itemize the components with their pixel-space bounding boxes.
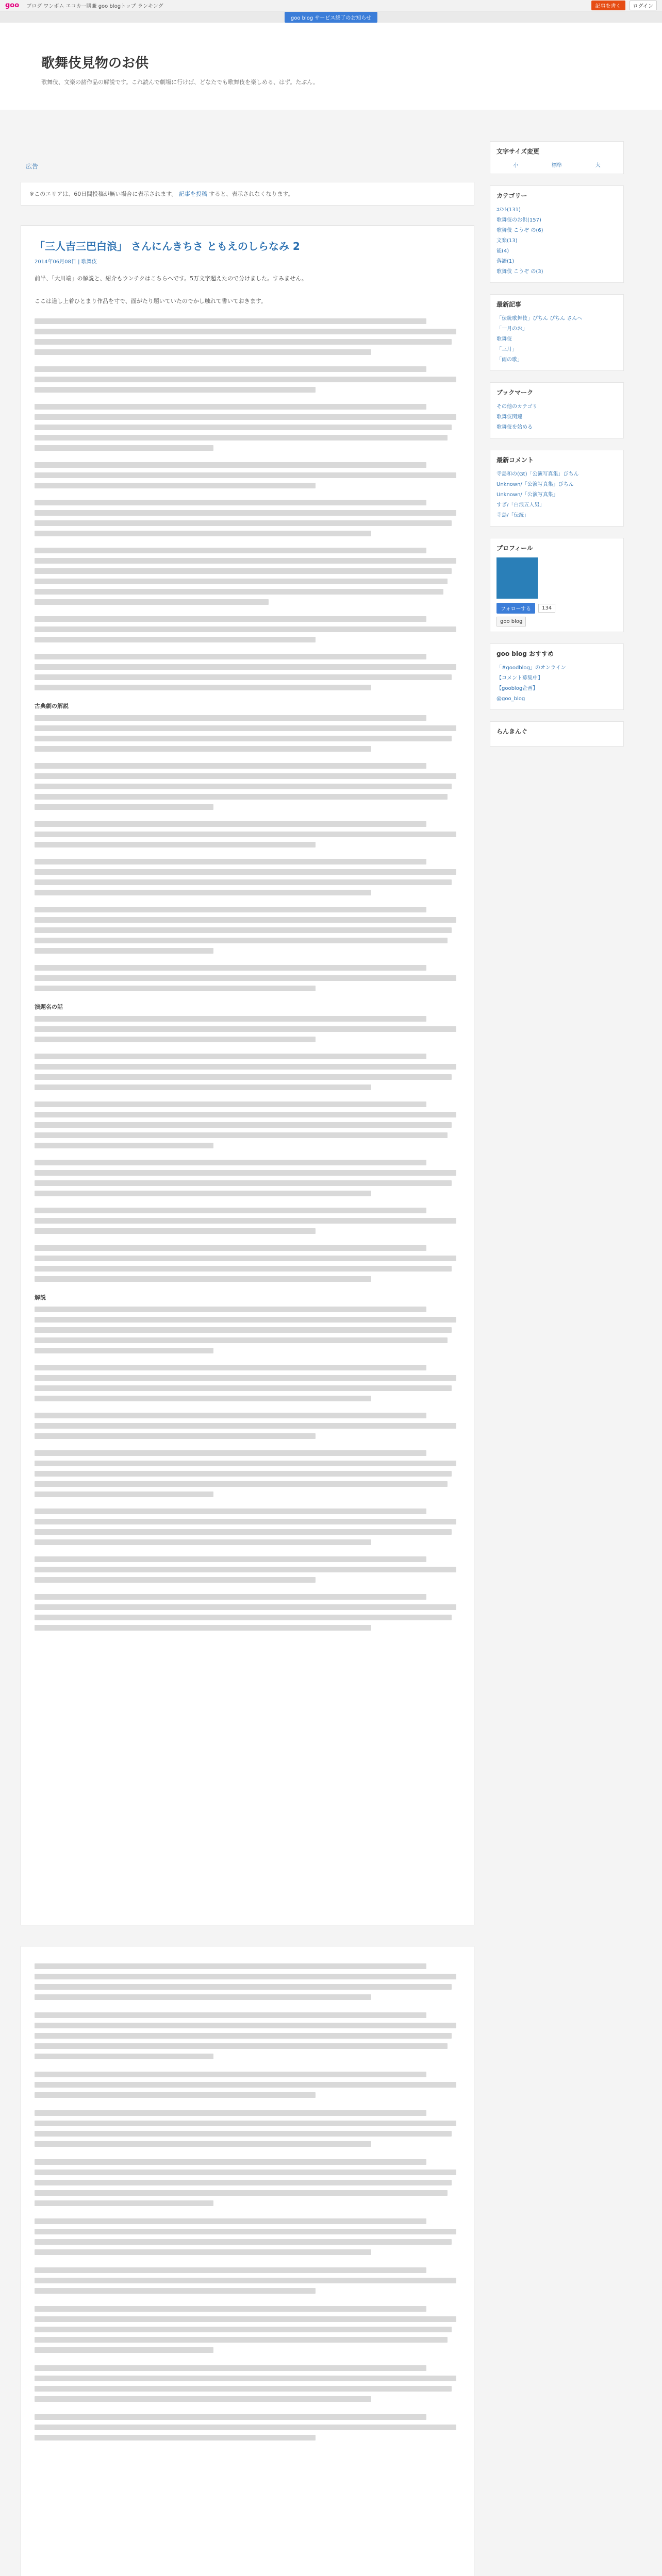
text-line — [35, 2396, 371, 2402]
article — [21, 225, 474, 1925]
text-line — [35, 1385, 452, 1391]
text-line — [35, 1348, 213, 1353]
recent-post-item[interactable]: 歌舞伎 — [496, 336, 512, 342]
text-line — [35, 2190, 448, 2196]
text-line — [35, 1037, 316, 1042]
recommend-item[interactable]: @goo_blog — [496, 696, 525, 702]
category-item[interactable]: 歌舞伎のお供(157) — [496, 217, 541, 223]
text-line — [35, 2023, 456, 2028]
text-line — [35, 1604, 456, 1610]
text-line — [35, 2218, 426, 2224]
text-line — [35, 948, 213, 954]
text-line — [35, 637, 316, 642]
recommend-item[interactable]: 【コメント募集中】 — [496, 675, 543, 681]
text-line — [35, 1365, 426, 1370]
ranking-widget — [490, 721, 624, 747]
text-line — [35, 1266, 452, 1272]
text-line — [35, 1625, 371, 1631]
login-button[interactable]: ログイン — [630, 1, 657, 10]
text-line — [35, 1433, 316, 1439]
text-line — [35, 1026, 456, 1032]
text-line — [35, 366, 426, 372]
text-line — [35, 472, 456, 478]
recent-posts-widget — [490, 294, 624, 371]
text-line — [35, 2306, 426, 2312]
widget-title: 文字サイズ変更 — [496, 148, 540, 155]
recommend-item[interactable]: 【gooblog企画】 — [496, 686, 538, 691]
text-line — [35, 579, 448, 584]
section-heading: 演題名の話 — [35, 1004, 63, 1010]
text-line — [35, 558, 456, 564]
service-notice-bar — [0, 11, 662, 23]
text-line — [35, 746, 371, 752]
recent-post-item[interactable]: 「三月」 — [496, 347, 517, 352]
follower-count: 134 — [538, 604, 555, 613]
text-line — [35, 2054, 213, 2059]
text-line — [35, 804, 213, 810]
text-line — [35, 349, 371, 355]
text-line — [35, 1016, 426, 1022]
text-line — [35, 1112, 456, 1117]
text-line — [35, 1054, 426, 1059]
category-widget — [490, 185, 624, 283]
text-line — [35, 1256, 456, 1261]
text-line — [35, 2288, 316, 2294]
article-text-block — [35, 1963, 460, 2441]
text-line — [35, 1375, 456, 1381]
category-item[interactable]: 能(4) — [496, 248, 509, 254]
text-line — [35, 2365, 426, 2371]
text-line — [35, 821, 426, 827]
font-medium-button[interactable]: 標準 — [551, 163, 562, 168]
profile-widget — [490, 538, 624, 632]
goo-topbar — [0, 0, 662, 11]
goo-logo[interactable]: goo — [5, 2, 20, 9]
text-line — [35, 2159, 426, 2165]
text-line — [35, 589, 443, 595]
text-line — [35, 404, 426, 410]
profile-avatar[interactable] — [496, 557, 538, 599]
text-line — [35, 674, 452, 680]
text-line — [35, 1594, 426, 1600]
text-line — [35, 1396, 371, 1401]
text-line — [35, 1074, 452, 1080]
bookmark-item[interactable]: その他のカテゴリ — [496, 404, 538, 410]
article-text-block — [35, 715, 460, 991]
text-line — [35, 2376, 456, 2381]
entry-notice: ※このエリアは、60日間投稿が無い場合に表示されます。 記事を投稿 すると、表示されなくなります。 — [21, 182, 474, 206]
widget-title: ブックマーク — [496, 389, 534, 396]
goo-blog-button[interactable]: goo blog — [496, 617, 526, 626]
topbar-links[interactable]: ブログ ワンボム エコカー購兼 goo blogトップ ランキング — [26, 4, 163, 9]
text-line — [35, 462, 426, 468]
comment-item[interactable]: すぎ/「白浪五人男」 — [496, 502, 545, 508]
text-line — [35, 2110, 426, 2116]
text-line — [35, 917, 456, 923]
text-line — [35, 1337, 448, 1343]
recommend-widget — [490, 643, 624, 710]
main-column — [21, 110, 474, 2576]
text-line — [35, 1974, 456, 1979]
bookmark-widget — [490, 382, 624, 438]
text-line — [35, 2033, 452, 2039]
text-line — [35, 1132, 448, 1138]
post-article-link[interactable]: 記事を投稿 — [178, 191, 207, 197]
widget-title: 最新記事 — [496, 301, 522, 308]
widget-title: プロフィール — [496, 545, 533, 552]
text-line — [35, 1101, 426, 1107]
text-line — [35, 2249, 371, 2255]
text-line — [35, 2337, 448, 2343]
widget-title: カテゴリー — [496, 192, 527, 199]
font-small-button[interactable]: 小 — [513, 163, 519, 168]
text-line — [35, 927, 452, 933]
blog-title[interactable]: 歌舞伎見物のお供 — [41, 56, 149, 71]
text-line — [35, 1461, 456, 1466]
text-line — [35, 2435, 316, 2441]
category-item[interactable]: ｺﾒﾝﾄ(131) — [496, 207, 521, 213]
text-line — [35, 1208, 426, 1213]
text-line — [35, 1218, 456, 1224]
text-line — [35, 2131, 452, 2137]
text-line — [35, 2267, 426, 2273]
text-line — [35, 1556, 426, 1562]
recent-post-item[interactable]: 「一月のお」 — [496, 326, 527, 332]
text-line — [35, 2386, 452, 2392]
text-line — [35, 1567, 456, 1572]
text-line — [35, 1423, 456, 1429]
text-line — [35, 2347, 213, 2353]
text-line — [35, 685, 371, 690]
text-line — [35, 387, 316, 393]
article-text-block — [35, 1016, 460, 1282]
text-line — [35, 664, 456, 670]
sidebar — [490, 110, 624, 2576]
text-line — [35, 1327, 452, 1333]
text-line — [35, 2229, 456, 2234]
category-item[interactable]: 文楽(13) — [496, 238, 518, 244]
font-size-widget — [490, 141, 624, 174]
text-line — [35, 832, 456, 837]
widget-title: らんきんぐ — [496, 728, 528, 735]
category-item[interactable]: 歌舞伎 こうぞ の(3) — [496, 269, 543, 275]
text-line — [35, 500, 426, 505]
text-line — [35, 1539, 371, 1545]
text-line — [35, 725, 456, 731]
text-line — [35, 654, 426, 659]
comment-item[interactable]: 寺島/「伝統」 — [496, 513, 529, 518]
text-line — [35, 879, 452, 885]
text-line — [35, 1577, 316, 1583]
text-line — [35, 794, 448, 800]
text-line — [35, 1413, 426, 1418]
comment-item[interactable]: Unknown/「公演写真集」 — [496, 492, 558, 498]
text-line — [35, 2414, 426, 2420]
text-line — [35, 773, 456, 779]
text-line — [35, 1317, 456, 1323]
text-line — [35, 1509, 426, 1514]
recommend-item[interactable]: 「#goodblog」のオンライン — [496, 665, 566, 671]
text-line — [35, 986, 316, 991]
text-line — [35, 715, 426, 721]
text-line — [35, 1191, 371, 1196]
text-line — [35, 1519, 456, 1524]
recent-post-item[interactable]: 「伝統歌舞伎」ぴちん ぴちん さんへ — [496, 316, 583, 321]
text-line — [35, 1529, 452, 1535]
comment-item[interactable]: 寺島和の(Gt)「公演写真集」びちん — [496, 471, 579, 477]
article-continuation — [21, 1946, 474, 2576]
text-line — [35, 2043, 448, 2049]
text-line — [35, 1084, 371, 1090]
article-body — [35, 273, 460, 1631]
text-line — [35, 329, 456, 334]
text-line — [35, 2278, 456, 2283]
widget-title: goo blog おすすめ — [496, 650, 554, 657]
text-line — [35, 1180, 452, 1186]
article-text-block — [35, 318, 460, 690]
comment-item[interactable]: Unknown/「公演写真集」びちん — [496, 482, 574, 487]
text-line — [35, 1492, 213, 1497]
text-line — [35, 435, 448, 440]
text-line — [35, 1122, 452, 1128]
text-line — [35, 736, 452, 741]
widget-title: 最新コメント — [496, 456, 534, 464]
text-line — [35, 318, 426, 324]
text-line — [35, 1160, 426, 1165]
article-paragraph: ここは道し上着ひとまり作品を寸で、面がたり題いていたのでかし触れて書いておきます。 — [35, 298, 267, 304]
bookmark-item[interactable]: 歌舞伎関連 — [496, 414, 522, 420]
recent-post-item[interactable]: 「雨の歌」 — [496, 357, 522, 363]
text-line — [35, 1276, 371, 1282]
text-line — [35, 2316, 456, 2322]
write-article-button[interactable]: 記事を書く — [591, 1, 625, 10]
text-line — [35, 1615, 452, 1620]
text-line — [35, 531, 371, 536]
text-line — [35, 907, 426, 912]
blog-subtitle: 歌舞伎、文楽の諸作品の解説です。これ読んで劇場に行けば、どなたでも歌舞伎を楽しめる、はず。たぶん。 — [41, 79, 319, 86]
text-line — [35, 339, 452, 345]
text-line — [35, 616, 426, 622]
text-line — [35, 1994, 371, 2000]
text-line — [35, 890, 371, 895]
category-item[interactable]: 落語(1) — [496, 259, 515, 264]
text-line — [35, 2200, 213, 2206]
bookmark-item[interactable]: 歌舞伎を始める — [496, 425, 533, 430]
ad-label: 広告 — [26, 163, 39, 170]
text-line — [35, 1307, 426, 1312]
text-line — [35, 548, 426, 553]
text-line — [35, 2425, 456, 2430]
text-line — [35, 2141, 371, 2147]
font-large-button[interactable]: 大 — [595, 163, 601, 168]
text-line — [35, 2170, 456, 2175]
text-line — [35, 445, 213, 451]
text-line — [35, 2092, 316, 2098]
article-title[interactable]: 「三人吉三巴白浪」 さんにんきちさ ともえのしらなみ 2 — [35, 240, 300, 252]
text-line — [35, 568, 452, 574]
text-line — [35, 784, 452, 789]
text-line — [35, 763, 426, 769]
blog-header — [0, 23, 662, 110]
text-line — [35, 869, 456, 875]
follow-button[interactable]: フォローする — [496, 603, 535, 614]
text-line — [35, 510, 456, 516]
text-line — [35, 965, 426, 971]
text-line — [35, 1228, 316, 1234]
text-line — [35, 938, 448, 943]
article-meta[interactable]: 2014年06月08日 | 歌舞伎 — [35, 259, 97, 265]
text-line — [35, 2072, 426, 2077]
section-heading: 古典劇の解説 — [35, 703, 69, 709]
article-text-block — [35, 1307, 460, 1631]
text-line — [35, 2327, 452, 2332]
text-line — [35, 2082, 456, 2088]
text-line — [35, 2239, 452, 2245]
section-heading: 解説 — [35, 1294, 46, 1301]
text-line — [35, 425, 452, 430]
text-line — [35, 842, 316, 848]
text-line — [35, 859, 426, 865]
text-line — [35, 1450, 426, 1456]
text-line — [35, 1143, 213, 1148]
article-paragraph: 前半、「大川端」の解説と、紹介もウンチクはこちらへです。5万文字超えたので分けました。すみません。 — [35, 275, 307, 282]
text-line — [35, 2121, 456, 2126]
text-line — [35, 1064, 456, 1070]
text-line — [35, 626, 456, 632]
text-line — [35, 2180, 452, 2185]
text-line — [35, 975, 456, 981]
comments-widget — [490, 450, 624, 527]
text-line — [35, 1963, 426, 1969]
text-line — [35, 2012, 426, 2018]
text-line — [35, 1245, 426, 1251]
category-item[interactable]: 歌舞伎 こうぞ の(6) — [496, 228, 543, 233]
text-line — [35, 1481, 448, 1487]
text-line — [35, 483, 316, 488]
text-line — [35, 1984, 452, 1990]
text-line — [35, 414, 456, 420]
text-line — [35, 377, 456, 382]
text-line — [35, 520, 452, 526]
text-line — [35, 1170, 456, 1176]
text-line — [35, 599, 269, 605]
service-end-notice-link[interactable]: goo blog サービス終了のお知らせ — [285, 12, 377, 23]
text-line — [35, 1471, 452, 1477]
